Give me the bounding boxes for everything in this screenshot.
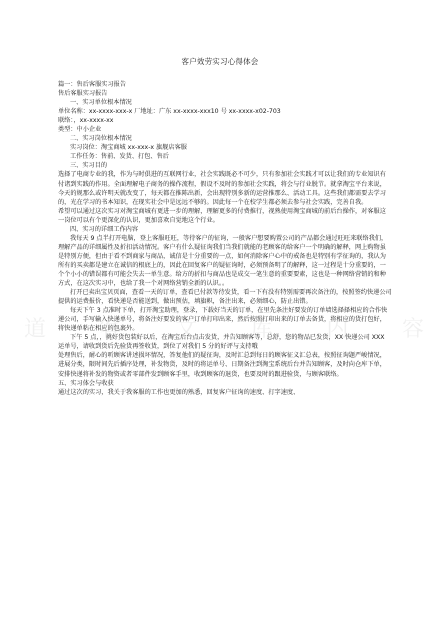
type-line: 类型：中小企业	[58, 126, 102, 134]
watermark-char: 库	[250, 317, 273, 342]
watermark-char: 客	[99, 317, 122, 342]
watermark-char: 容	[401, 317, 424, 342]
watermark-char: 文	[175, 317, 198, 342]
section-heading-2: 二、实习岗位根本情况	[70, 135, 132, 143]
document-title: 客户效劳实习心得体会	[181, 57, 259, 66]
body-paragraph: 下午 5 点，，挑好货包装好以后，在淘宝后台点击发货，并告知顾客等，总舒，您的物品已发货，XX 快递公司 XXX 运单号，请收到货后先验货再签收货，到位了对我们 5 分的好评与支持哦	[58, 334, 385, 351]
document-body	[58, 80, 392, 397]
body-paragraph: 我每天 9 点半打开电脑，登上客服旺旺，等待客户的征询，一般客户想要购置公司的产品都会通过旺旺来联络我们，理解产品的详细属性及折扣活动情况。客户有什么疑征询我们当我们就能的老顾客的给客户一个明确的解释，网上购物虽是特别方便，但由于看不到商家与商品，诚信是十分重要的一点，如何消除客户心中的戒备也是特别有学征询的，我认为所有的买卖都是建立在诚信的根底上的，因此在回复客户的疑征询时，必须预备明了的解释，这一过程是十分重要的，一个个小小的错误都有可能会失去一单生意。给方的折扣与商品也是成交一笔生意的重要要素，这也是一种网络营销的和种方式，在这次实习中，也给了我一个对网络营销全新的认识。。	[58, 234, 388, 288]
section-heading-5: 五、实习体会与收获	[58, 379, 114, 387]
body-paragraph: 希望可以通过这次实习对淘宝商城有更进一步的理解，理解更多的付费推行，视熟使用淘宝商城的前后台操作，对客服这一岗位可以有个更深化的认识，更加喜欢自觉地这个行业。	[58, 207, 386, 224]
heading-report: 售后客服实习报告	[58, 90, 108, 98]
section-heading-4: 四、实习的详细工作内容	[70, 225, 139, 233]
body-paragraph: 通过这次的实习，我关于我客服的工作也更加的熟悉，回复客户征询的速度、打字速度、	[58, 388, 300, 396]
watermark-char: 道	[24, 317, 47, 342]
section-heading-1: 一、实习单位根本情况	[70, 99, 132, 107]
section-heading-3: 三、实习目的	[70, 162, 108, 170]
contact-line: 联络：，xx-xxxx-xx	[58, 117, 114, 125]
unit-name-line: 单位名称：xx-xxxx-xxx-x 厂地址：广东 xx-xxxx-xxx10 号 xx-xxxx-x02-703	[58, 108, 281, 116]
heading-article: 篇一：售后客服实习报告	[58, 81, 127, 88]
tasks-line: 工作任务：售前、发货、打包、售后	[70, 153, 169, 161]
body-paragraph: 打开已卖出宝贝页面，查看一天的订单，查看已付款等待发货，看一下有没有特别需要再次备注的，按照签约快递公司提供的运费报价，看快递是否能送到，做出预估，填旗帜，备注出来，必须细心，防止出错。	[58, 289, 392, 306]
post-line: 实习岗位：淘宝商城 xx-xxx-x 旗舰店客服	[70, 144, 187, 152]
body-paragraph: 处理售后，耐心的听顾客讲述损坏情况，答复他们的疑征询，及时汇总到每日的顾客征义汇总表，按照征询题严峻情况，进展分类，限时间先后插序处理，补发物货，及时的将运单号、日期备注到淘宝系统后台并告知顾客，及时向仓库下单，安排快递将补发的物资或者零部件发到顾客手里，收到顾客的退货，也要及时的跟进验货，与顾客联络。	[58, 352, 386, 378]
body-paragraph: 每天下午 3 点准时下单，打开淘宝助理，登录，下载好当天的订单，在里先条注好要发的订单墙选择择相应的合作快递公司，手写输入快递单号，将备注好要发的客户订单打印出来，然后按照打印出来的订单去备货，将相应的货打包好，将快递单粘在相应的包裹外。	[58, 307, 388, 333]
body-paragraph: 选择了电商专业的我，作为与时俱进的互联网行业，社会实践既必不可少，只有参加社会实践才可以让我们的专业知识有付诸到实践的作用。全面理解电子商务的操作流程，假设不及时的参加社会实践，将会与行业脱节。就拿淘宝平台来说，今天的规那么或许明天就改变了，每天都在推陈出新，会出现特别多新的运营推那么、活动工具。这些我们都需要去学习的，光在学习的书本知识，在现实社会中是远远不够的。因此每一个在校学生都必须去参与社会实践，完善自我。	[58, 171, 386, 206]
watermark-char: 内	[326, 317, 349, 342]
